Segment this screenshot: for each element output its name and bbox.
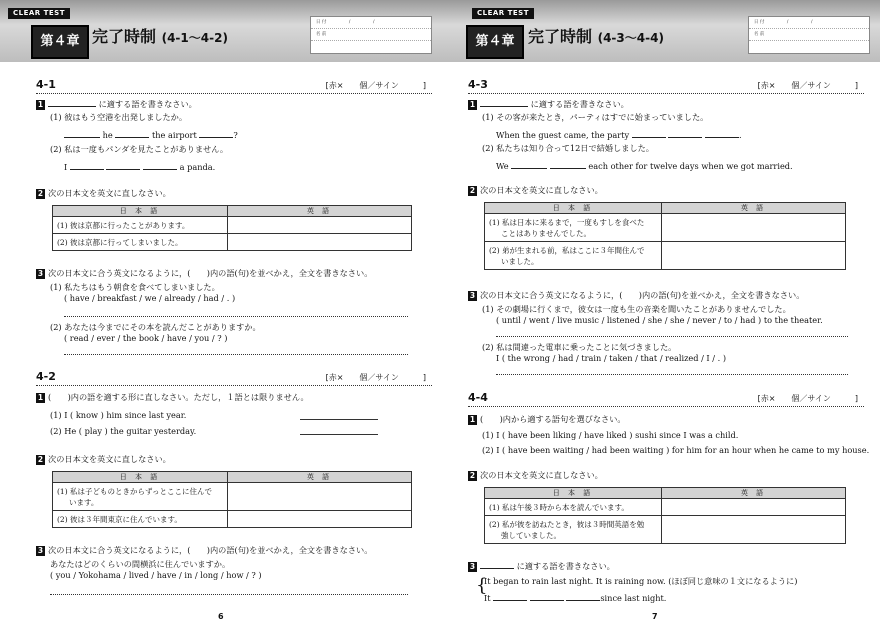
col-header: 日 本 語 xyxy=(53,472,228,483)
sign-box: [赤× 個／サイン ] xyxy=(325,373,426,382)
item-text: (2) He ( play ) the guitar yesterday. xyxy=(50,426,197,436)
question-number-icon: 1 xyxy=(469,100,476,109)
blank[interactable] xyxy=(480,560,514,569)
col-header: 英 語 xyxy=(228,472,412,483)
question-number-icon: 1 xyxy=(469,415,476,424)
page-title: 完了時制 (4-1〜4-2) xyxy=(92,27,228,46)
answer-cell[interactable] xyxy=(662,499,846,516)
page-header xyxy=(0,0,440,62)
answer-cell[interactable] xyxy=(228,217,412,234)
item-text: (2) あなたは今までにその本を読んだことがありますか。 xyxy=(50,322,261,332)
word-list: I ( the wrong / had / train / taken / that / realized / I / . ) xyxy=(496,353,727,363)
word-list: ( until / went / live music / listened / she / she / never / to / had ) to the theater. xyxy=(496,315,823,325)
instruction: 次の日本文に合う英文になるように，( )内の語(句)を並べかえ，全文を書きなさい。 xyxy=(480,290,805,300)
question-number-icon: 2 xyxy=(37,455,44,464)
instruction: に適する語を書きなさい。 xyxy=(98,99,197,109)
blank[interactable] xyxy=(199,129,233,138)
instruction: 次の日本文を英文に直しなさい。 xyxy=(480,470,603,480)
blank[interactable] xyxy=(530,592,564,601)
date-name-box[interactable] xyxy=(310,16,432,54)
table-row: (1) 私は日本に来るまで，一度もすしを食べた ことはありませんでした。 xyxy=(485,214,662,242)
col-header: 英 語 xyxy=(662,488,846,499)
page-number: 7 xyxy=(652,612,658,621)
question-number-icon: 1 xyxy=(37,393,44,402)
section-title: 4-1 xyxy=(36,78,56,91)
table-row: (1) 私は午後３時から本を読んでいます。 xyxy=(485,499,662,516)
answer-line: he the airport ? xyxy=(64,129,238,140)
answer-cell[interactable] xyxy=(228,483,412,511)
name-field[interactable]: 名 前 xyxy=(749,29,869,41)
instruction: ( )内の語を適する形に直しなさい。ただし，１語とは限りません。 xyxy=(48,392,309,402)
blank[interactable] xyxy=(705,129,739,138)
clear-test-label: CLEAR TEST xyxy=(8,8,70,19)
table-row: (2) 彼は３年間東京に住んでいます。 xyxy=(53,511,228,528)
date-field[interactable]: 日 付 / / xyxy=(749,17,869,29)
section-header xyxy=(36,368,432,386)
instruction: 次の日本文に合う英文になるように，( )内の語(句)を並べかえ，全文を書きなさい。 xyxy=(48,545,373,555)
answer-cell[interactable] xyxy=(662,214,846,242)
item-text: (2) I ( have been waiting / had been waiting ) for him for an hour when he came to my house. xyxy=(482,445,870,455)
section-title: 4-4 xyxy=(468,391,488,404)
answer-line[interactable] xyxy=(300,419,378,420)
instruction: ( )内から適する語句を選びなさい。 xyxy=(480,414,626,424)
answer-table xyxy=(52,471,412,528)
blank[interactable] xyxy=(550,160,586,169)
item-text: (2) 私は一度もパンダを見たことがありません。 xyxy=(50,144,229,154)
answer-cell[interactable] xyxy=(662,516,846,544)
sign-box: [赤× 個／サイン ] xyxy=(757,394,858,403)
instruction: 次の日本文を英文に直しなさい。 xyxy=(480,185,603,195)
page-number: 6 xyxy=(218,612,224,621)
instruction: に適する語を書きなさい。 xyxy=(530,99,629,109)
instruction: に適する語を書きなさい。 xyxy=(516,561,615,571)
item-text: (2) 私たちは知り合って12日で結婚しました。 xyxy=(482,143,654,153)
blank[interactable] xyxy=(480,98,528,107)
table-row: (2) 私が彼を訪ねたとき，彼は３時間英語を勉 強していました。 xyxy=(485,516,662,544)
question-number-icon: 2 xyxy=(469,186,476,195)
answer-line: It since last night. xyxy=(484,593,667,603)
blank[interactable] xyxy=(493,592,527,601)
clear-test-label: CLEAR TEST xyxy=(472,8,534,19)
table-row: (2) 彼は京都に行ってしまいました。 xyxy=(53,234,228,251)
blank[interactable] xyxy=(668,129,702,138)
page-header xyxy=(440,0,880,62)
item-text: (1) その劇場に行くまで，彼女は一度も生の音楽を聞いたことがありませんでした。 xyxy=(482,304,791,314)
table-row: (1) 私は子どものときからずっとここに住んで います。 xyxy=(53,483,228,511)
item-text: It began to rain last night. It is raining now. (ほぼ同じ意味の１文になるように) xyxy=(484,576,798,586)
answer-line[interactable] xyxy=(64,354,408,355)
answer-table xyxy=(484,487,846,544)
item-text: (2) 私は間違った電車に乗ったことに気づきました。 xyxy=(482,342,677,352)
table-row: (1) 彼は京都に行ったことがあります。 xyxy=(53,217,228,234)
section-title: 4-3 xyxy=(468,78,488,91)
question-number-icon: 3 xyxy=(469,291,476,300)
name-field[interactable]: 名 前 xyxy=(311,29,431,41)
section-header xyxy=(468,76,864,94)
blank[interactable] xyxy=(115,129,149,138)
instruction: 次の日本文を英文に直しなさい。 xyxy=(48,454,171,464)
item-text: (1) I ( know ) him since last year. xyxy=(50,410,187,420)
sign-box: [赤× 個／サイン ] xyxy=(325,81,426,90)
item-text: (1) 私たちはもう朝食を食べてしまいました。 xyxy=(50,282,220,292)
section-header xyxy=(468,389,864,407)
col-header: 英 語 xyxy=(228,206,412,217)
answer-line[interactable] xyxy=(50,594,408,595)
blank[interactable] xyxy=(566,592,600,601)
blank[interactable] xyxy=(64,129,100,138)
date-field[interactable]: 日 付 / / xyxy=(311,17,431,29)
blank[interactable] xyxy=(48,98,96,107)
answer-line[interactable] xyxy=(300,434,378,435)
instruction: 次の日本文に合う英文になるように，( )内の語(句)を並べかえ，全文を書きなさい。 xyxy=(48,268,373,278)
question-number-icon: 2 xyxy=(469,471,476,480)
question-number-icon: 1 xyxy=(37,100,44,109)
blank[interactable] xyxy=(106,161,140,170)
answer-table xyxy=(484,202,846,270)
item-text: (1) その客が来たとき，パーティはすでに始まっていました。 xyxy=(482,112,709,122)
word-list: ( read / ever / the book / have / you / ? ) xyxy=(64,333,228,343)
blank[interactable] xyxy=(143,161,177,170)
question-number-icon: 3 xyxy=(469,562,476,571)
question-number-icon: 3 xyxy=(37,269,44,278)
blank[interactable] xyxy=(511,160,547,169)
col-header: 日 本 語 xyxy=(53,206,228,217)
word-list: ( you / Yokohama / lived / have / in / long / how / ? ) xyxy=(50,570,262,580)
answer-cell[interactable] xyxy=(662,242,846,270)
col-header: 日 本 語 xyxy=(485,203,662,214)
instruction: 次の日本文を英文に直しなさい。 xyxy=(48,188,171,198)
sign-box: [赤× 個／サイン ] xyxy=(757,81,858,90)
col-header: 日 本 語 xyxy=(485,488,662,499)
answer-line[interactable] xyxy=(496,336,848,337)
section-title: 4-2 xyxy=(36,370,56,383)
answer-cell[interactable] xyxy=(228,511,412,528)
blank[interactable] xyxy=(70,161,104,170)
answer-line[interactable] xyxy=(64,316,408,317)
question-number-icon: 2 xyxy=(37,189,44,198)
item-text: あなたはどのくらいの間横浜に住んでいますか。 xyxy=(50,559,231,569)
answer-line[interactable] xyxy=(496,374,848,375)
answer-cell[interactable] xyxy=(228,234,412,251)
col-header: 英 語 xyxy=(662,203,846,214)
date-name-box[interactable] xyxy=(748,16,870,54)
answer-table xyxy=(52,205,412,251)
right-page xyxy=(440,0,880,626)
item-text: (1) I ( have been liking / have liked ) sushi since I was a child. xyxy=(482,430,739,440)
section-header xyxy=(36,76,432,94)
item-text: (1) 彼はもう空港を出発しましたか。 xyxy=(50,112,188,122)
answer-line: When the guest came, the party . xyxy=(496,130,742,140)
answer-line: I a panda. xyxy=(64,162,216,172)
answer-line: We each other for twelve days when we got married. xyxy=(496,161,793,171)
page-title: 完了時制 (4-3〜4-4) xyxy=(528,27,664,46)
chapter-label: 第４章 xyxy=(466,25,524,59)
brace-icon: { xyxy=(476,575,488,596)
blank[interactable] xyxy=(632,129,666,138)
table-row: (2) 弟が生まれる前，私はここに３年間住んで いました。 xyxy=(485,242,662,270)
question-number-icon: 3 xyxy=(37,546,44,555)
word-list: ( have / breakfast / we / already / had / . ) xyxy=(64,293,236,303)
chapter-label: 第４章 xyxy=(31,25,89,59)
